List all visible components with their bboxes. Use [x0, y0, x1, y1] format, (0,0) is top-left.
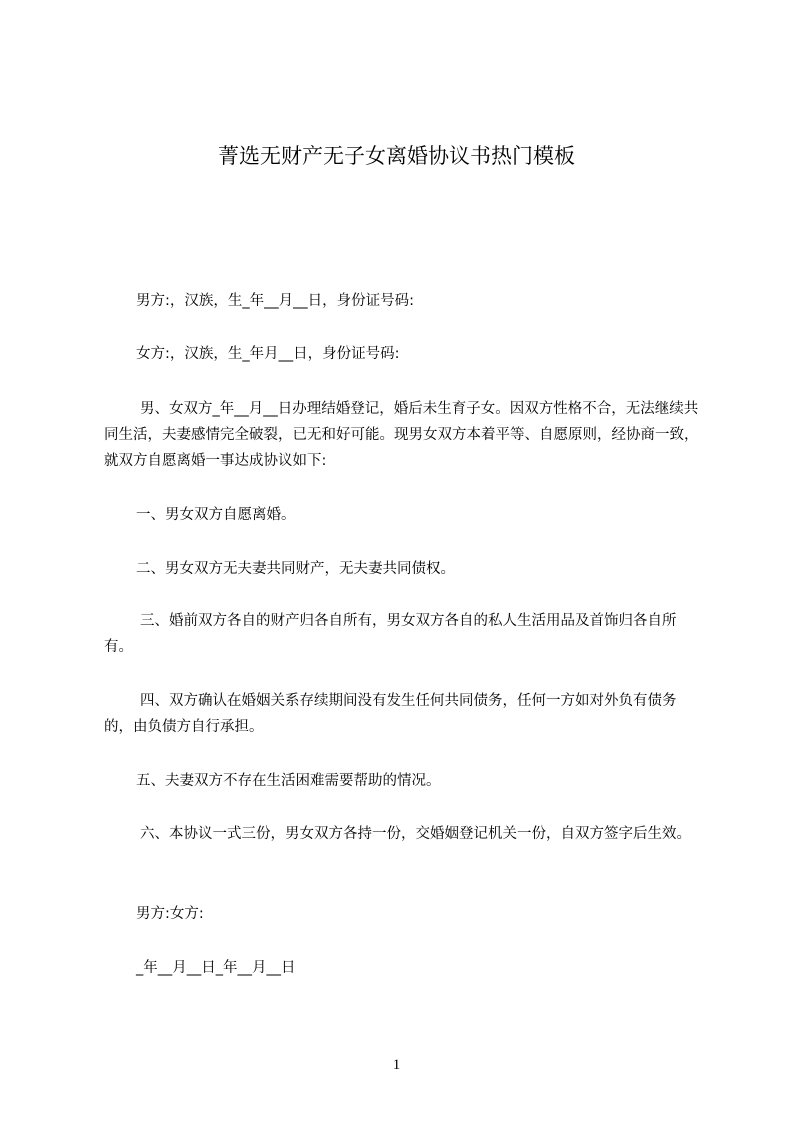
paragraph-clause-3: 三、婚前双方各自的财产归各自所有，男女双方各自的私人生活用品及首饰归各自所有。	[104, 613, 677, 655]
paragraph-clause-2: 二、男女双方无夫妻共同财产，无夫妻共同债权。	[136, 561, 455, 577]
paragraph-clause-4: 四、双方确认在婚姻关系存续期间没有发生任何共同债务，任何一方如对外负有债务的，由负债方自行承担。	[104, 693, 677, 735]
paragraph-male-party-info: 男方:，汉族，生_年__月__日，身份证号码:	[136, 293, 415, 309]
paragraph-clause-5: 五、夫妻双方不存在生活困难需要帮助的情况。	[136, 773, 441, 789]
paragraph-signature-dates: _年__月__日_年__月__日	[136, 960, 296, 976]
document-title: 菁选无财产无子女离婚协议书热门模板	[218, 144, 575, 168]
paragraph-clause-1: 一、男女双方自愿离婚。	[136, 507, 296, 523]
paragraph-preamble: 男、女双方_年__月__日办理结婚登记，婚后未生育子女。因双方性格不合，无法继续共同生活，夫妻感情完全破裂，已无和好可能。现男女双方本着平等、自愿原则，经协商一致，就双方自愿离婚一事达成协议如下:	[104, 401, 699, 469]
paragraph-clause-6: 六、本协议一式三份，男女双方各持一份，交婚姻登记机关一份，自双方签字后生效。	[140, 826, 691, 842]
page-number: 1	[392, 1057, 401, 1073]
paragraph-signatures: 男方:女方:	[136, 906, 204, 922]
paragraph-female-party-info: 女方:，汉族，生_年月__日，身份证号码:	[136, 346, 400, 362]
